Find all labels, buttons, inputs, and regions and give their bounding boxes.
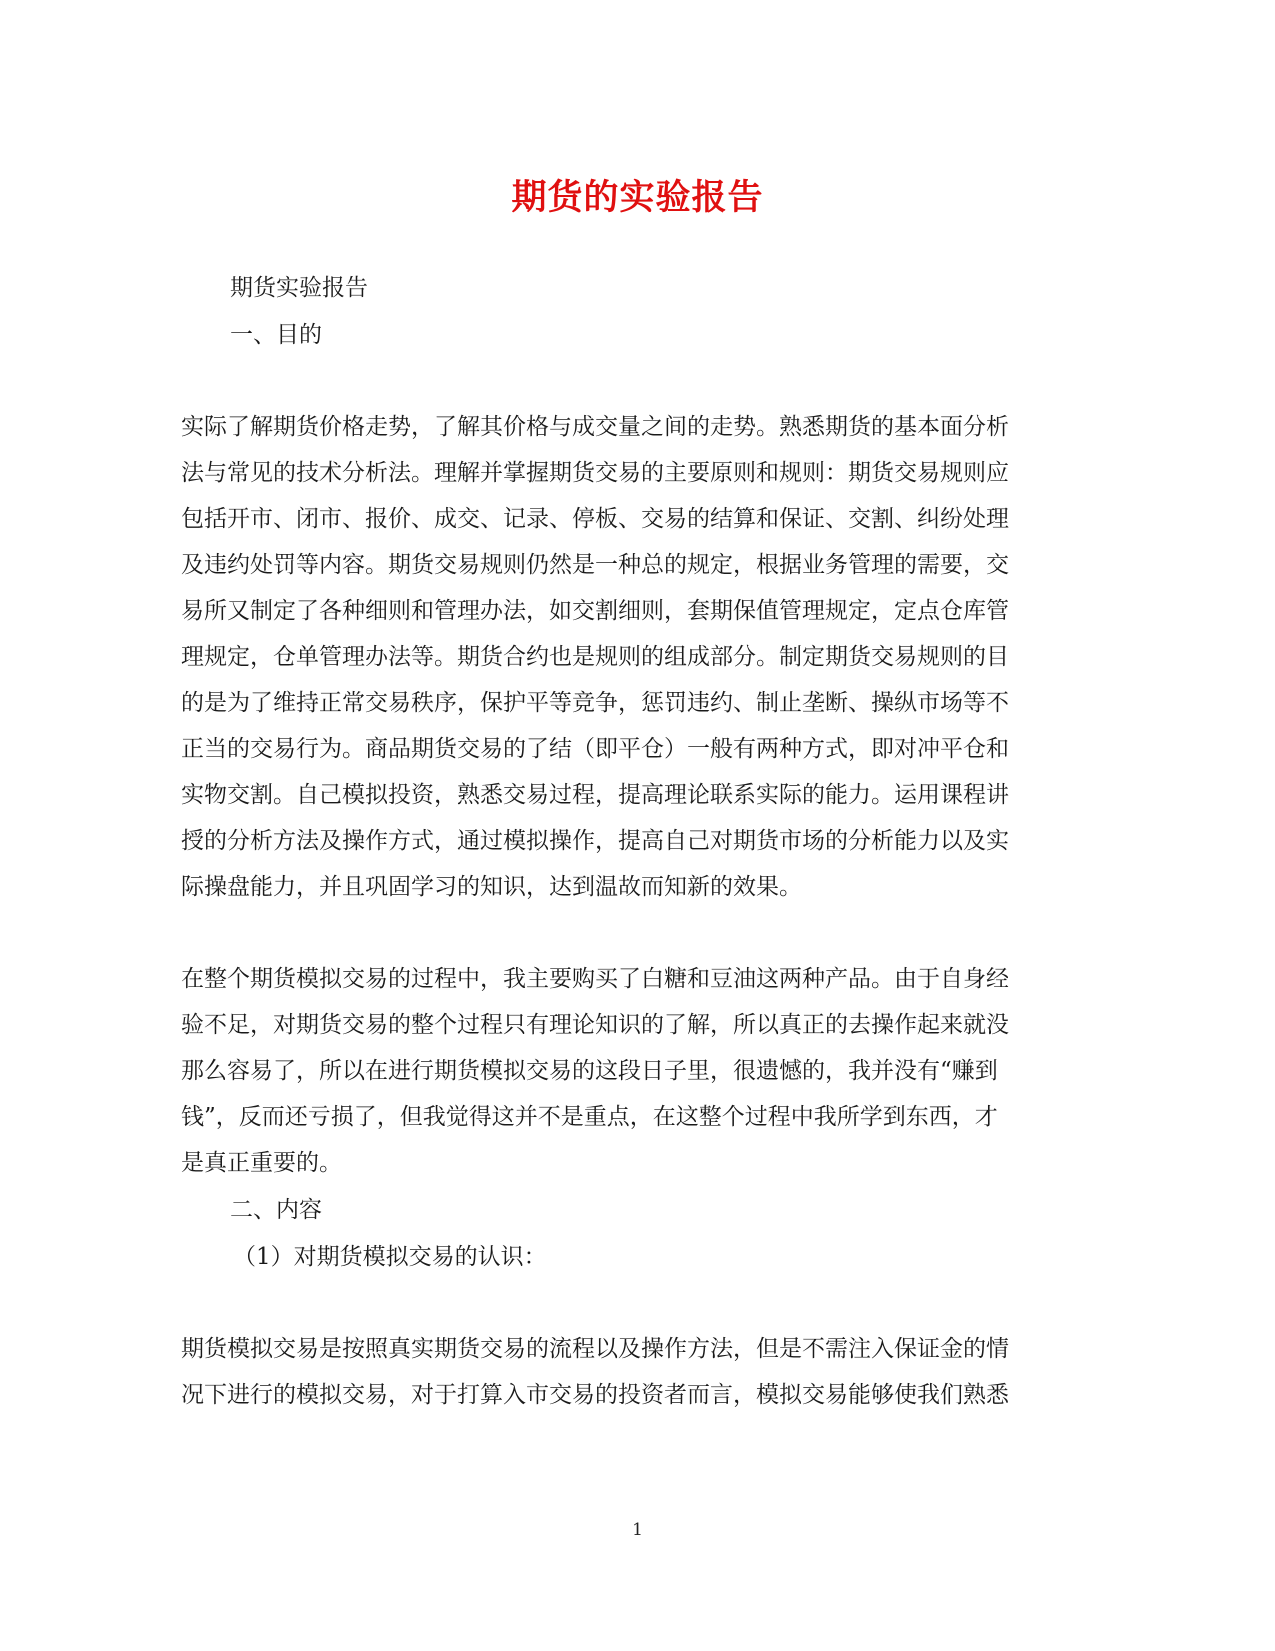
paragraph-line: 易所又制定了各种细则和管理办法，如交割细则，套期保值管理规定，定点仓库管	[181, 598, 1009, 624]
paragraph-line: 及违约处罚等内容。期货交易规则仍然是一种总的规定，根据业务管理的需要，交	[181, 552, 1009, 578]
paragraph-line: 正当的交易行为。商品期货交易的了结（即平仓）一般有两种方式，即对冲平仓和	[181, 736, 1009, 762]
section-heading-purpose: 一、目的	[230, 322, 322, 348]
paragraph-line: 理规定，仓单管理办法等。期货合约也是规则的组成部分。制定期货交易规则的目	[181, 644, 1009, 670]
paragraph-line: 法与常见的技术分析法。理解并掌握期货交易的主要原则和规则：期货交易规则应	[181, 460, 1009, 486]
paragraph-line: 是真正重要的。	[181, 1150, 342, 1176]
report-subtitle: 期货实验报告	[230, 275, 368, 301]
paragraph-line: 包括开市、闭市、报价、成交、记录、停板、交易的结算和保证、交割、纠纷处理	[181, 506, 1009, 532]
paragraph-line: 况下进行的模拟交易，对于打算入市交易的投资者而言，模拟交易能够使我们熟悉	[181, 1382, 1009, 1408]
paragraph-line: 授的分析方法及操作方式，通过模拟操作，提高自己对期货市场的分析能力以及实	[181, 828, 1009, 854]
paragraph-line: 那么容易了，所以在进行期货模拟交易的这段日子里，很遗憾的，我并没有“赚到	[181, 1058, 998, 1084]
paragraph-line: 钱”，反而还亏损了，但我觉得这并不是重点，在这整个过程中我所学到东西，才	[181, 1104, 998, 1130]
document-title: 期货的实验报告	[511, 177, 764, 218]
paragraph-line: 实物交割。自己模拟投资，熟悉交易过程，提高理论联系实际的能力。运用课程讲	[181, 782, 1009, 808]
section-heading-content: 二、内容	[230, 1197, 322, 1223]
paragraph-line: 验不足，对期货交易的整个过程只有理论知识的了解，所以真正的去操作起来就没	[181, 1012, 1009, 1038]
paragraph-line: 期货模拟交易是按照真实期货交易的流程以及操作方法，但是不需注入保证金的情	[181, 1336, 1009, 1362]
subsection-heading: （1）对期货模拟交易的认识：	[233, 1244, 547, 1270]
paragraph-line: 际操盘能力，并且巩固学习的知识，达到温故而知新的效果。	[181, 874, 802, 900]
page-number: 1	[632, 1520, 643, 1540]
paragraph-line: 实际了解期货价格走势，了解其价格与成交量之间的走势。熟悉期货的基本面分析	[181, 414, 1009, 440]
paragraph-line: 的是为了维持正常交易秩序，保护平等竞争，惩罚违约、制止垄断、操纵市场等不	[181, 690, 1009, 716]
paragraph-line: 在整个期货模拟交易的过程中，我主要购买了白糖和豆油这两种产品。由于自身经	[181, 966, 1009, 992]
